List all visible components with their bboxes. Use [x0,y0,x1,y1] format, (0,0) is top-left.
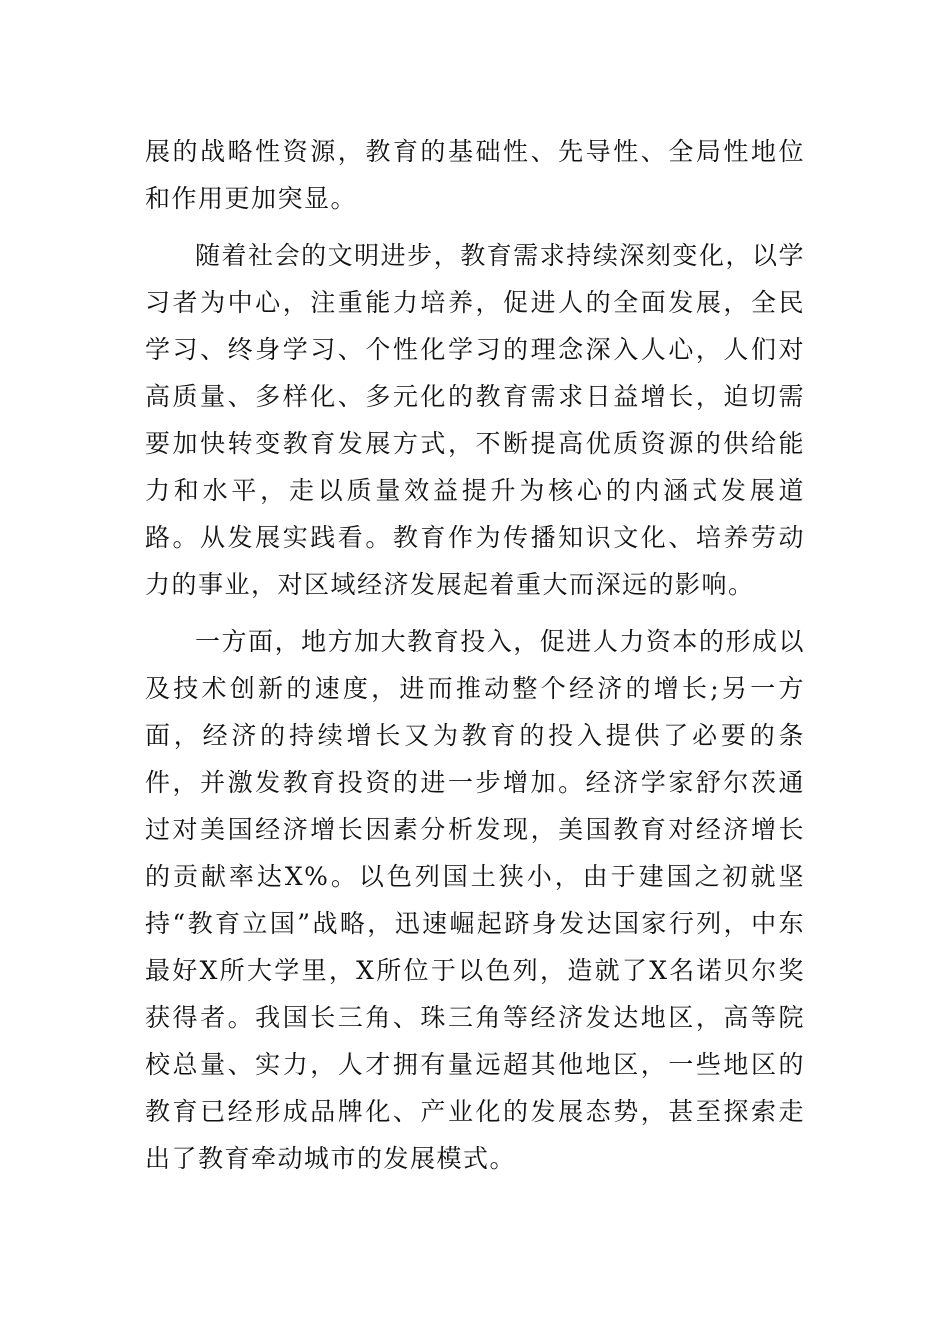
body-text [145,128,805,1182]
paragraph-2: 随着社会的文明进步，教育需求持续深刻变化，以学习者为中心，注重能力培养，促进人的全面发展，全民学习、终身学习、个性化学习的理念深入人心，人们对高质量、多样化、多元化的教育需求日益增长，迫切需要加快转变教育发展方式，不断提高优质资源的供给能力和水平，走以质量效益提升为核心的内涵式发展道路。从发展实践看。教育作为传播知识文化、培养劳动力的事业，对区域经济发展起着重大而深远的影响。 [145,241,805,599]
paragraph-1: 展的战略性资源，教育的基础性、先导性、全局性地位和作用更加突显。 [145,137,805,213]
paragraph-3: 一方面，地方加大教育投入，促进人力资本的形成以及技术创新的速度，进而推动整个经济的增长;另一方面，经济的持续增长又为教育的投入提供了必要的条件，并激发教育投资的进一步增加。经济学家舒尔茨通过对美国经济增长因素分析发现，美国教育对经济增长的贡献率达X%。以色列国土狭小，由于建国之初就坚持“教育立国”战略，迅速崛起跻身发达国家行列，中东最好X所大学里，X所位于以色列，造就了X名诺贝尔奖获得者。我国长三角、珠三角等经济发达地区，高等院校总量、实力，人才拥有量远超其他地区，一些地区的教育已经形成品牌化、产业化的发展态势，甚至探索走出了教育牵动城市的发展模式。 [145,627,805,1173]
